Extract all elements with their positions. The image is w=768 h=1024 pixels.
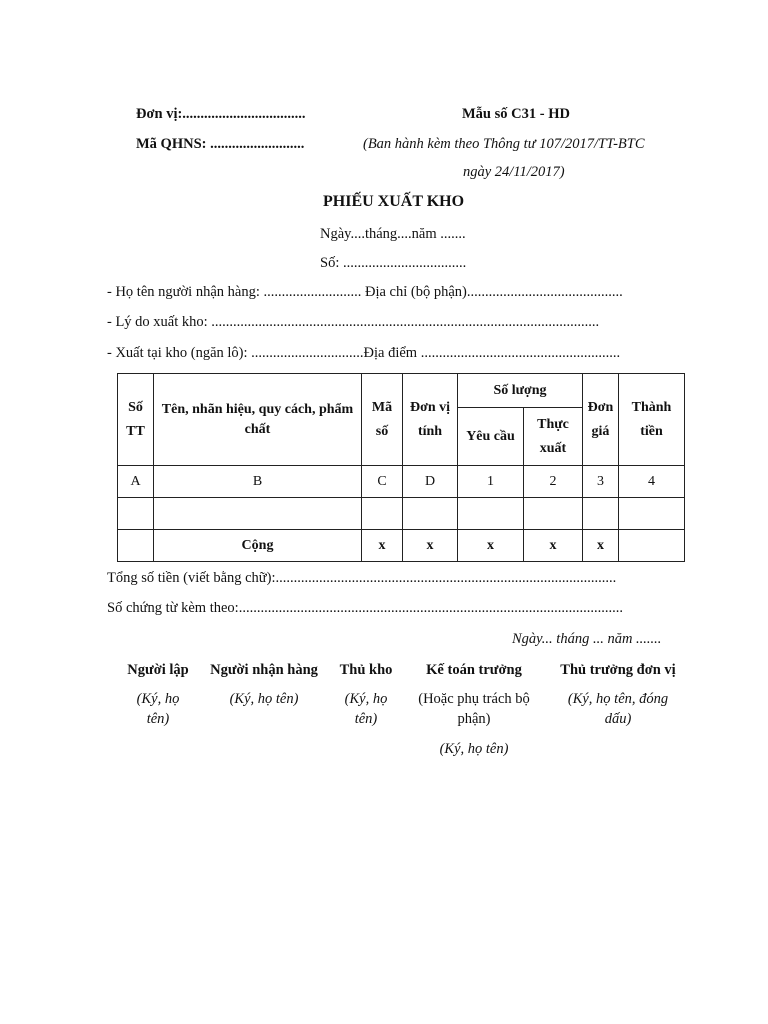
signature-note: (Ký, họ tên, đóng dấu) xyxy=(567,691,669,727)
warehouse-field: - Xuất tại kho (ngăn lô): ...............................Địa điểm ....................................................... xyxy=(107,345,621,361)
document-title: PHIẾU XUẤT KHO xyxy=(323,193,465,210)
total-row xyxy=(118,530,685,562)
index-cell: 3 xyxy=(583,466,619,498)
header-code: Mã số xyxy=(362,374,403,466)
index-cell: B xyxy=(154,466,362,498)
date-line: Ngày....tháng....năm ....... xyxy=(320,226,466,242)
signature-storekeeper xyxy=(333,662,399,729)
index-cell: 1 xyxy=(458,466,524,498)
signature-note-secondary: (Ký, họ tên) xyxy=(439,741,509,757)
signature-role: Thủ kho xyxy=(339,662,393,678)
index-cell: D xyxy=(403,466,458,498)
receiver-name-field: - Họ tên người nhận hàng: ........................... Địa chỉ (bộ phận)........................................... xyxy=(107,284,623,300)
signature-role: Kế toán trưởng xyxy=(426,662,522,678)
issued-under-line1: (Ban hành kèm theo Thông tư 107/2017/TT-BTC xyxy=(363,136,645,152)
voucher-number-line: Số: .................................. xyxy=(320,255,467,271)
empty-cell xyxy=(154,498,362,530)
signature-head-of-unit xyxy=(548,662,688,729)
index-cell: C xyxy=(362,466,403,498)
empty-cell xyxy=(583,498,619,530)
total-mark: x xyxy=(583,530,619,562)
empty-cell xyxy=(118,498,154,530)
empty-cell xyxy=(458,498,524,530)
header-requested: Yêu cầu xyxy=(458,408,524,466)
header-actual: Thực xuất xyxy=(524,408,583,466)
signature-note: (Hoặc phụ trách bộ phận) xyxy=(418,691,530,727)
attached-documents-field: Số chứng từ kèm theo:.......................................................................................................... xyxy=(107,600,623,616)
items-table xyxy=(117,373,685,562)
form-number: Mẫu số C31 - HD xyxy=(462,106,570,122)
empty-cell xyxy=(118,530,154,562)
signature-note: (Ký, họ tên) xyxy=(229,691,299,707)
signature-receiver xyxy=(200,662,328,709)
empty-cell xyxy=(524,498,583,530)
unit-field: Đơn vị:.................................. xyxy=(136,106,306,122)
qhns-code-field: Mã QHNS: .......................... xyxy=(136,136,305,152)
empty-cell xyxy=(403,498,458,530)
reason-field: - Lý do xuất kho: ........................................................................................................... xyxy=(107,314,600,330)
total-mark: x xyxy=(362,530,403,562)
table-row xyxy=(118,498,685,530)
index-cell: A xyxy=(118,466,154,498)
header-item-name: Tên, nhãn hiệu, quy cách, phẩm chất xyxy=(154,374,362,466)
header-unit-price: Đơn giá xyxy=(583,374,619,466)
total-mark: x xyxy=(524,530,583,562)
empty-cell xyxy=(362,498,403,530)
total-mark: x xyxy=(458,530,524,562)
signature-role: Người lập xyxy=(127,662,189,678)
index-cell: 2 xyxy=(524,466,583,498)
signature-note: (Ký, họ tên) xyxy=(136,691,180,727)
signature-note: (Ký, họ tên) xyxy=(344,691,388,727)
signature-role: Người nhận hàng xyxy=(210,662,318,678)
header-quantity: Số lượng xyxy=(458,374,583,408)
signing-date-line: Ngày... tháng ... năm ....... xyxy=(512,631,662,647)
issued-under-line2: ngày 24/11/2017) xyxy=(463,164,565,180)
header-unit: Đơn vị tính xyxy=(403,374,458,466)
signature-preparer xyxy=(118,662,198,729)
signature-role: Thủ trưởng đơn vị xyxy=(560,662,676,678)
index-cell: 4 xyxy=(619,466,685,498)
total-label: Cộng xyxy=(154,530,362,562)
total-amount-in-words-field: Tổng số tiền (viết bằng chữ):.............................................................................................. xyxy=(107,570,617,586)
empty-cell xyxy=(619,530,685,562)
total-mark: x xyxy=(403,530,458,562)
header-amount: Thành tiền xyxy=(619,374,685,466)
signature-chief-accountant xyxy=(404,662,544,759)
empty-cell xyxy=(619,498,685,530)
header-stt: Số TT xyxy=(118,374,154,466)
